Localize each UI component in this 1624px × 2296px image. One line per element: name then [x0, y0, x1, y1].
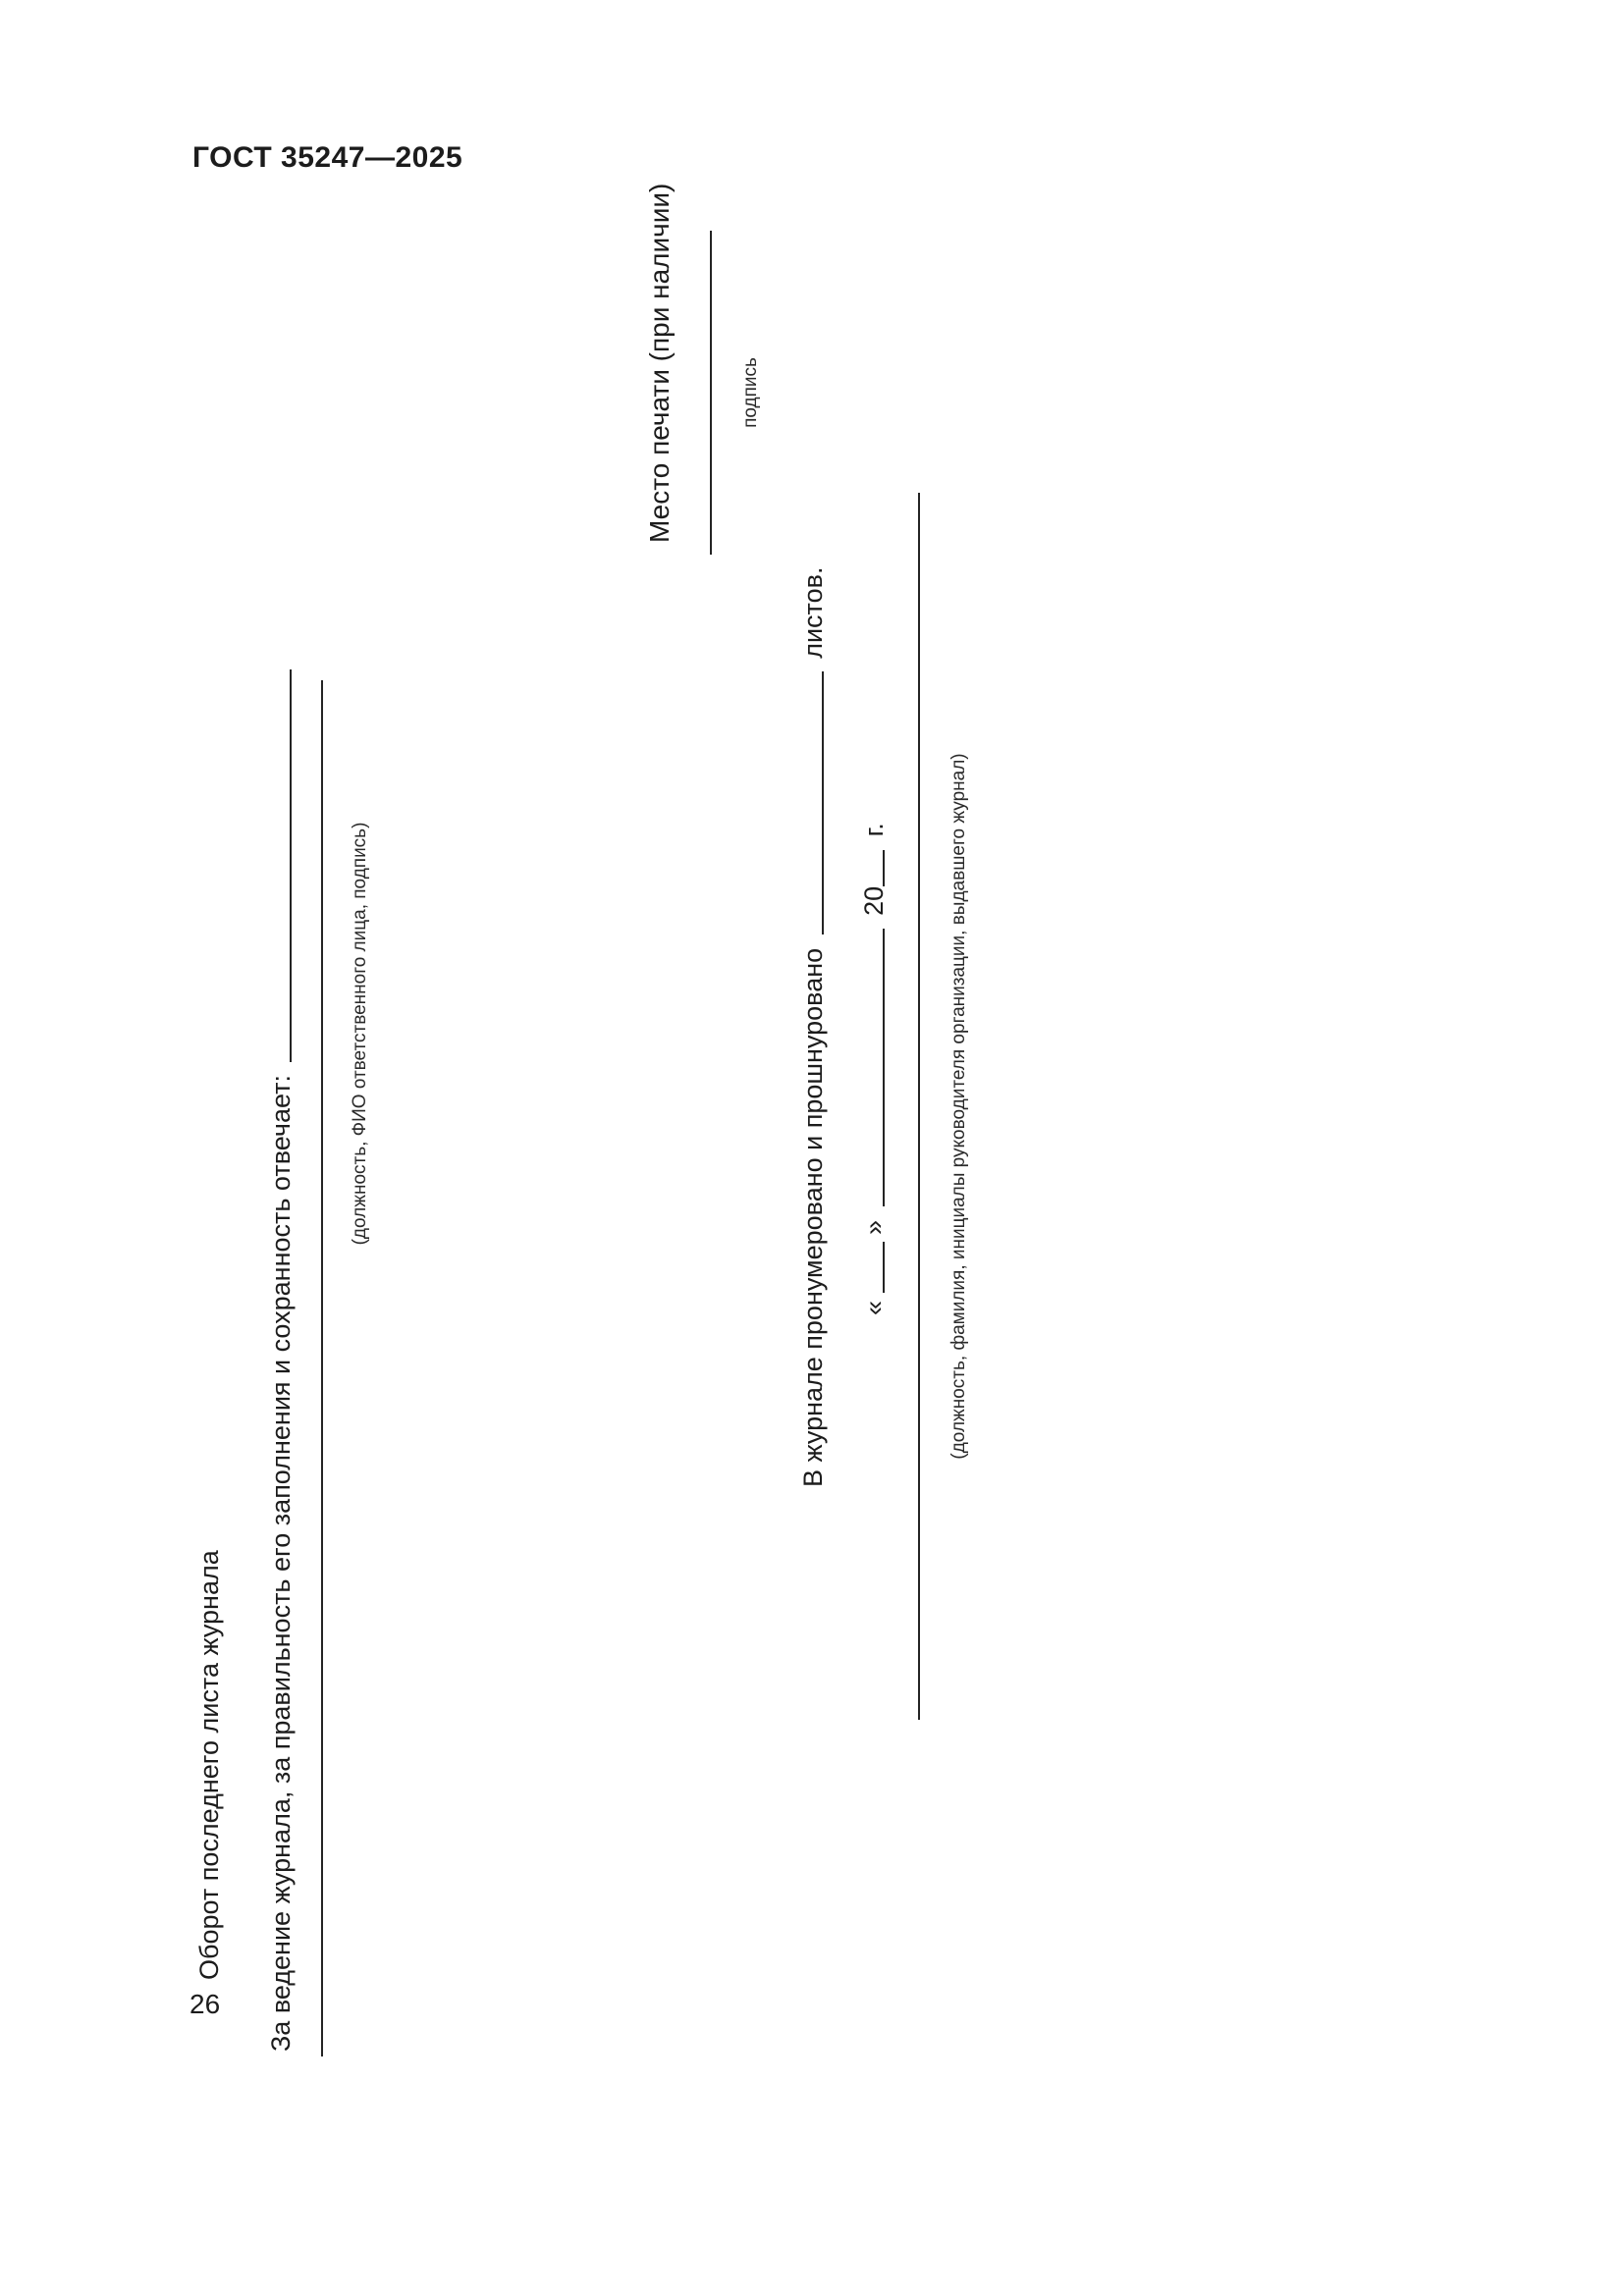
responsible-signature-line — [321, 680, 323, 2056]
date-century: 20 — [859, 885, 889, 916]
sheets-count-blank — [797, 671, 824, 934]
date-day-blank — [858, 1242, 885, 1293]
sheets-count-suffix: листов. — [798, 566, 828, 659]
page-number: 26 — [189, 1989, 221, 2019]
stamp-signature-caption: подпись — [740, 357, 761, 428]
responsibility-text: За ведение журнала, за правильность его заполнения и сохранность отвечает: — [266, 1075, 296, 2052]
date-row — [858, 823, 890, 1315]
date-open-quote: « — [859, 1300, 889, 1315]
date-close-quote: » — [859, 1219, 889, 1235]
form-title: Оборот последнего листа журнала — [194, 1550, 224, 1980]
date-year-suffix: г. — [859, 823, 889, 837]
date-month-blank — [858, 929, 885, 1206]
stamp-signature-line — [710, 231, 712, 555]
sheets-count-row — [797, 567, 829, 1487]
responsible-person-blank — [265, 669, 292, 1062]
date-year-blank — [858, 850, 885, 886]
responsible-signature-caption: (должность, ФИО ответственного лица, подпись) — [350, 822, 370, 1246]
issuer-signature-line — [918, 493, 920, 1720]
stamp-place-note: Место печати (при наличии) — [644, 183, 675, 543]
sheets-count-text: В журнале пронумеровано и прошнуровано — [798, 947, 828, 1487]
standard-number-header: ГОСТ 35247—2025 — [192, 141, 463, 174]
issuer-signature-caption: (должность, фамилия, инициалы руководителя организации, выдавшего журнал) — [948, 753, 969, 1460]
responsibility-row — [265, 669, 297, 2052]
